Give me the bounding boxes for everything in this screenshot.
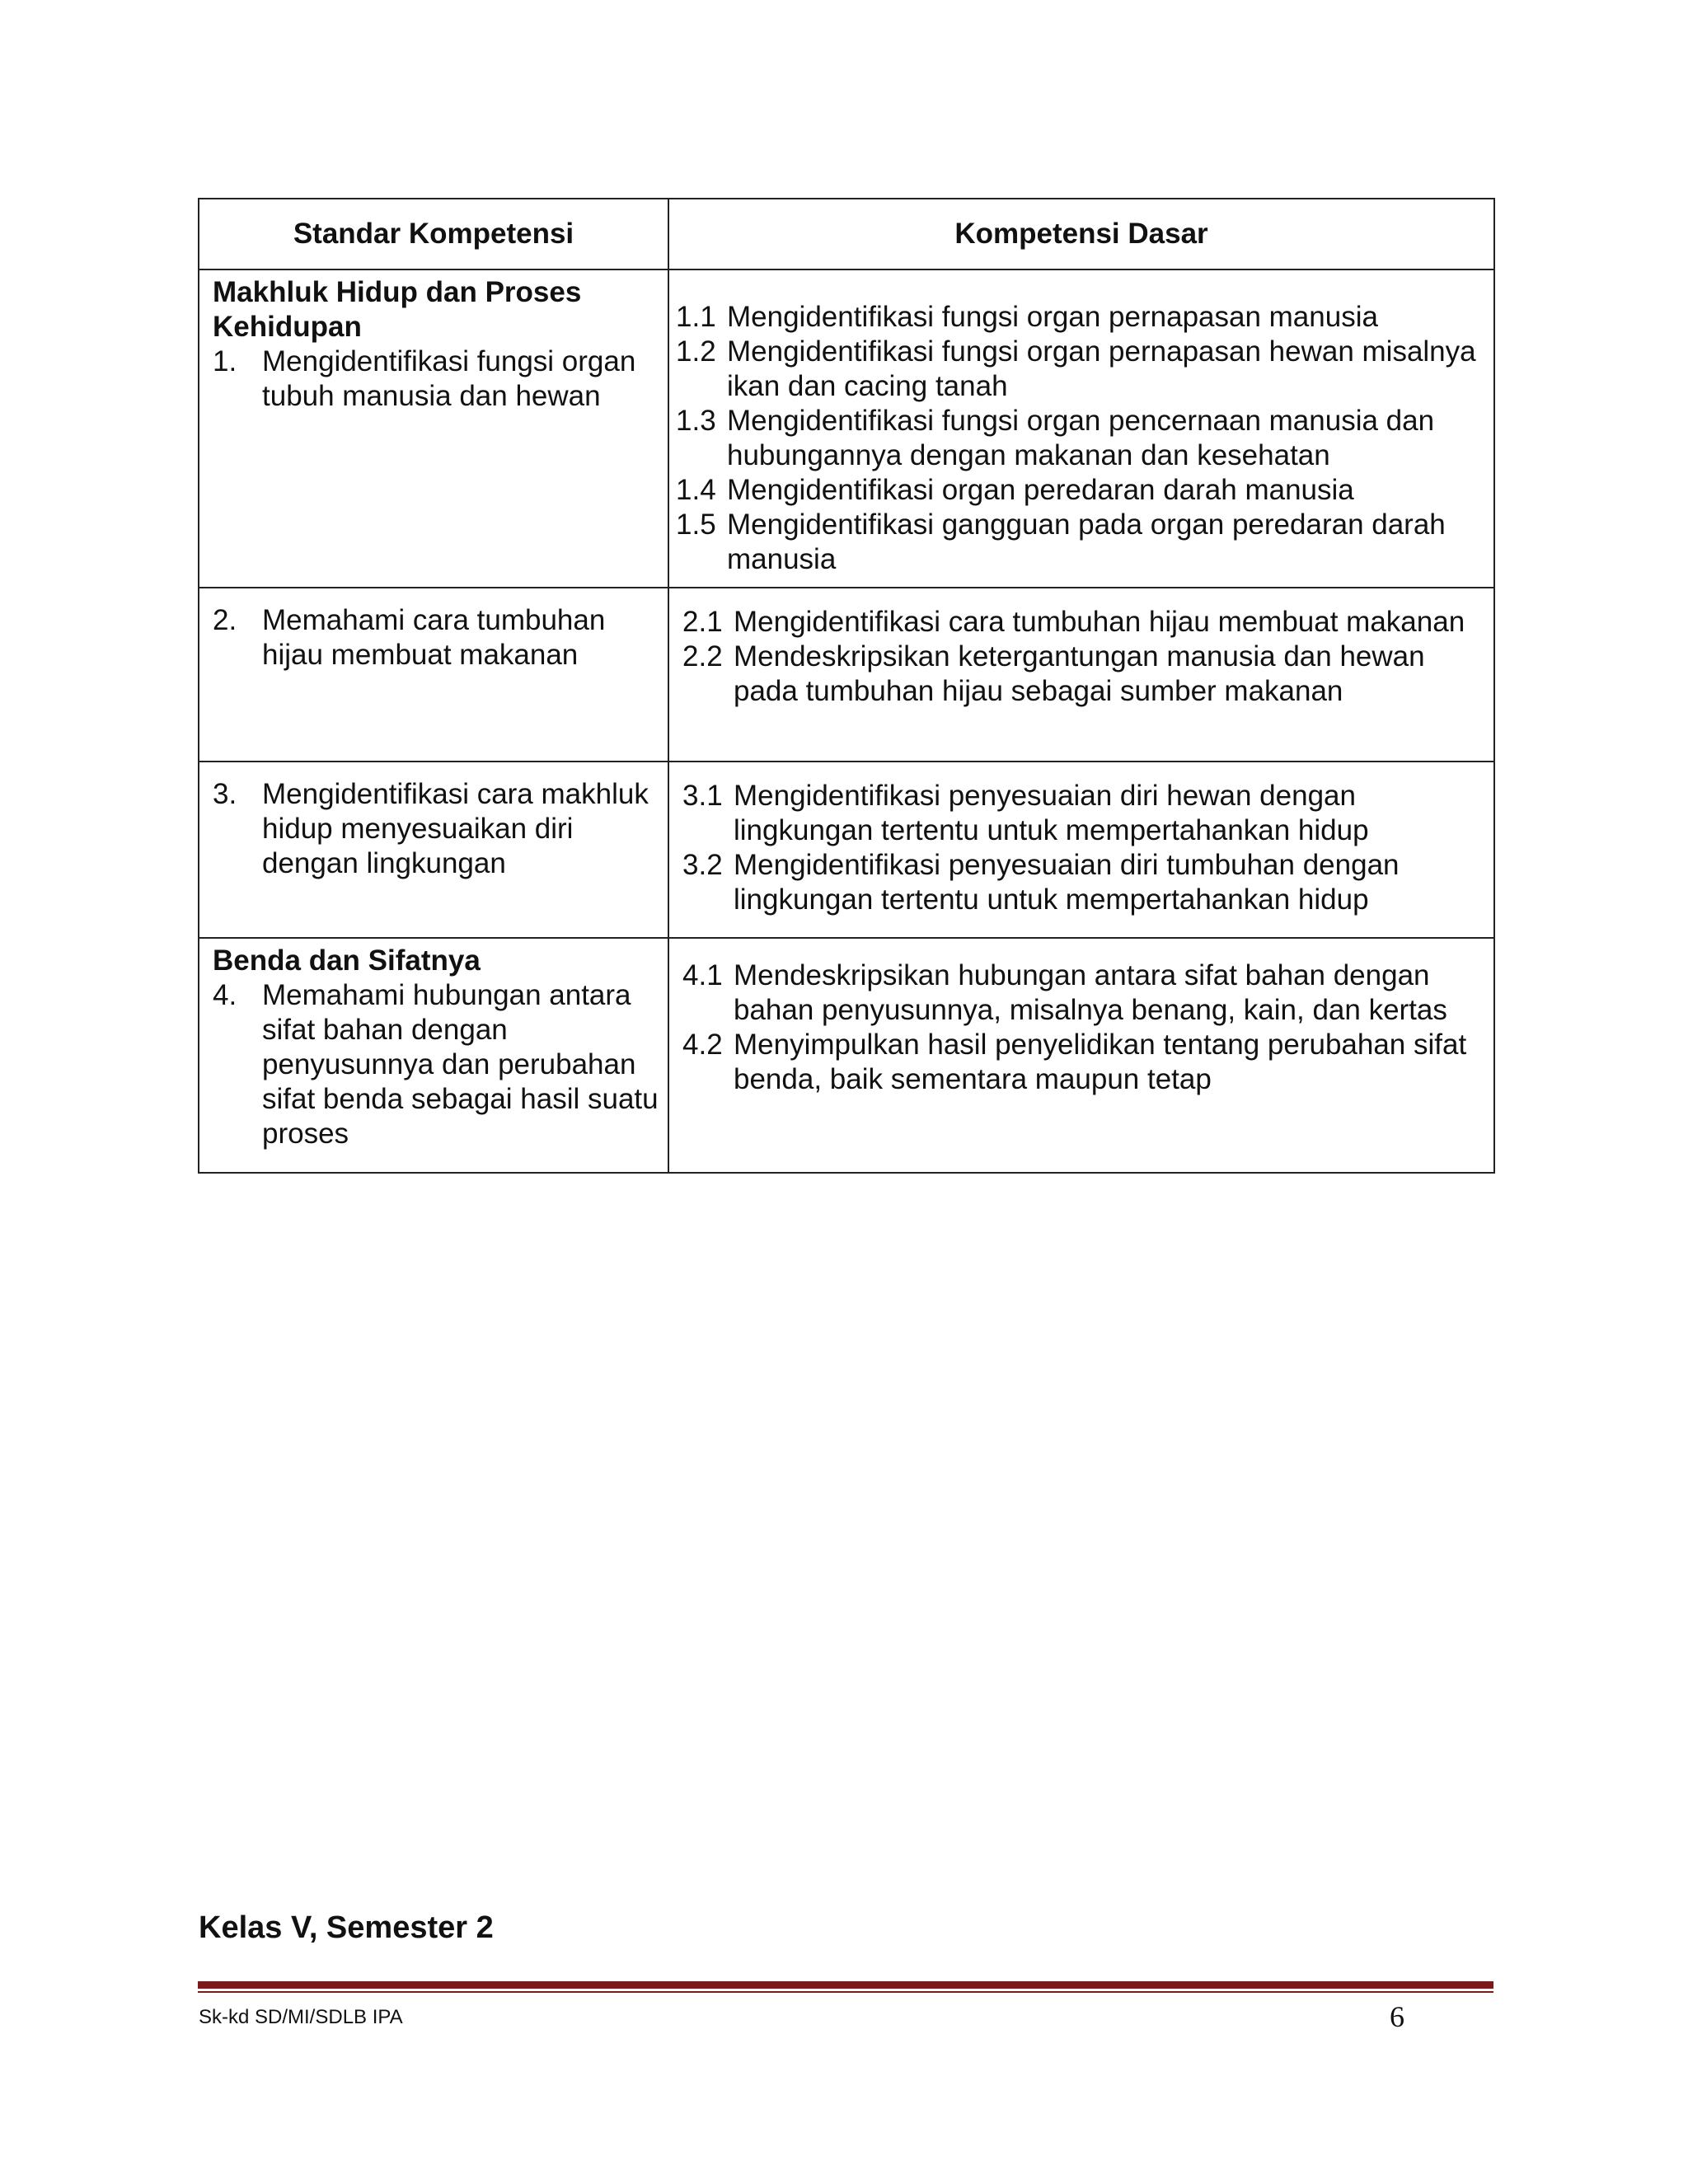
competency-table <box>198 198 1495 1174</box>
kd-number: 4.2 <box>682 1029 723 1061</box>
kd-text: Mengidentifikasi penyesuaian diri tumbuhan dengan lingkungan tertentu untuk mempertahankan hidup <box>734 849 1400 916</box>
sk-item <box>213 344 659 414</box>
section-title: Benda dan Sifatnya <box>213 944 481 977</box>
kd-number: 1.1 <box>676 301 716 333</box>
kd-item <box>676 508 1490 577</box>
kd-item <box>682 640 1490 709</box>
section-title: Makhluk Hidup dan Proses Kehidupan <box>213 276 582 343</box>
table-header-row <box>199 199 1494 269</box>
kd-item <box>676 300 1490 335</box>
class-semester-heading: Kelas V, Semester 2 <box>199 1910 494 1945</box>
kd-item <box>682 1028 1490 1097</box>
kd-number: 3.2 <box>682 849 723 881</box>
kd-number: 1.5 <box>676 509 716 541</box>
kd-cell <box>668 762 1494 938</box>
kd-item <box>682 848 1490 917</box>
sk-cell <box>199 762 668 938</box>
kd-list <box>676 593 1490 709</box>
kd-text: Mengidentifikasi organ peredaran darah manusia <box>727 474 1354 506</box>
kd-list <box>676 944 1490 1097</box>
sk-cell <box>199 588 668 762</box>
kd-cell <box>668 588 1494 762</box>
kd-item <box>682 779 1490 848</box>
sk-text: Mengidentifikasi fungsi organ tubuh manusia dan hewan <box>262 345 636 412</box>
sk-number: 3. <box>213 778 237 810</box>
sk-number: 1. <box>213 345 237 377</box>
kd-text: Mengidentifikasi cara tumbuhan hijau membuat makanan <box>734 606 1465 638</box>
sk-text: Mengidentifikasi cara makhluk hidup menyesuaikan diri dengan lingkungan <box>262 778 649 879</box>
sk-item <box>213 777 659 881</box>
kd-text: Mengidentifikasi fungsi organ pernapasan hewan misalnya ikan dan cacing tanah <box>727 335 1476 402</box>
sk-text: Memahami hubungan antara sifat bahan dengan penyusunnya dan perubahan sifat benda sebagai hasil suatu proses <box>262 979 659 1150</box>
sk-item <box>213 603 659 673</box>
kd-number: 1.4 <box>676 474 716 506</box>
table-row <box>199 938 1494 1173</box>
kd-item <box>682 958 1490 1028</box>
sk-text: Memahami cara tumbuhan hijau membuat makanan <box>262 604 606 671</box>
sk-cell <box>199 269 668 588</box>
footer-rule-thin <box>198 1991 1493 1993</box>
kd-text: Mendeskripsikan ketergantungan manusia dan hewan pada tumbuhan hijau sebagai sumber makanan <box>734 640 1425 707</box>
kd-cell <box>668 269 1494 588</box>
sk-cell <box>199 938 668 1173</box>
footer-document-title: Sk-kd SD/MI/SDLB IPA <box>199 2006 403 2028</box>
kd-list <box>676 275 1490 577</box>
kd-text: Mengidentifikasi gangguan pada organ peredaran darah manusia <box>727 509 1446 575</box>
kd-list <box>676 767 1490 917</box>
sk-item <box>213 978 659 1151</box>
table-row <box>199 588 1494 762</box>
kd-number: 3.1 <box>682 780 723 812</box>
kd-text: Mengidentifikasi fungsi organ pernapasan manusia <box>727 301 1378 333</box>
kd-item <box>676 473 1490 508</box>
kd-text: Mengidentifikasi fungsi organ pencernaan manusia dan hubungannya dengan makanan dan kesehatan <box>727 405 1435 471</box>
kd-item <box>682 605 1490 640</box>
kd-number: 4.1 <box>682 959 723 991</box>
kd-cell <box>668 938 1494 1173</box>
kd-text: Menyimpulkan hasil penyelidikan tentang perubahan sifat benda, baik sementara maupun tetap <box>734 1029 1467 1095</box>
kd-number: 1.3 <box>676 405 716 437</box>
kd-item <box>676 404 1490 473</box>
header-kompetensi-dasar: Kompetensi Dasar <box>668 199 1494 269</box>
kd-number: 2.1 <box>682 606 723 638</box>
header-standar-kompetensi: Standar Kompetensi <box>199 199 668 269</box>
sk-number: 4. <box>213 979 237 1011</box>
kd-number: 1.2 <box>676 335 716 368</box>
sk-number: 2. <box>213 604 237 636</box>
kd-item <box>676 335 1490 404</box>
table-row <box>199 762 1494 938</box>
table-row <box>199 269 1494 588</box>
footer-rule-thick <box>198 1981 1493 1989</box>
kd-number: 2.2 <box>682 640 723 673</box>
page-number: 6 <box>1390 2000 1404 2033</box>
kd-text: Mengidentifikasi penyesuaian diri hewan dengan lingkungan tertentu untuk mempertahankan hidup <box>734 780 1369 846</box>
kd-text: Mendeskripsikan hubungan antara sifat bahan dengan bahan penyusunnya, misalnya benang, kain, dan kertas <box>734 959 1447 1026</box>
